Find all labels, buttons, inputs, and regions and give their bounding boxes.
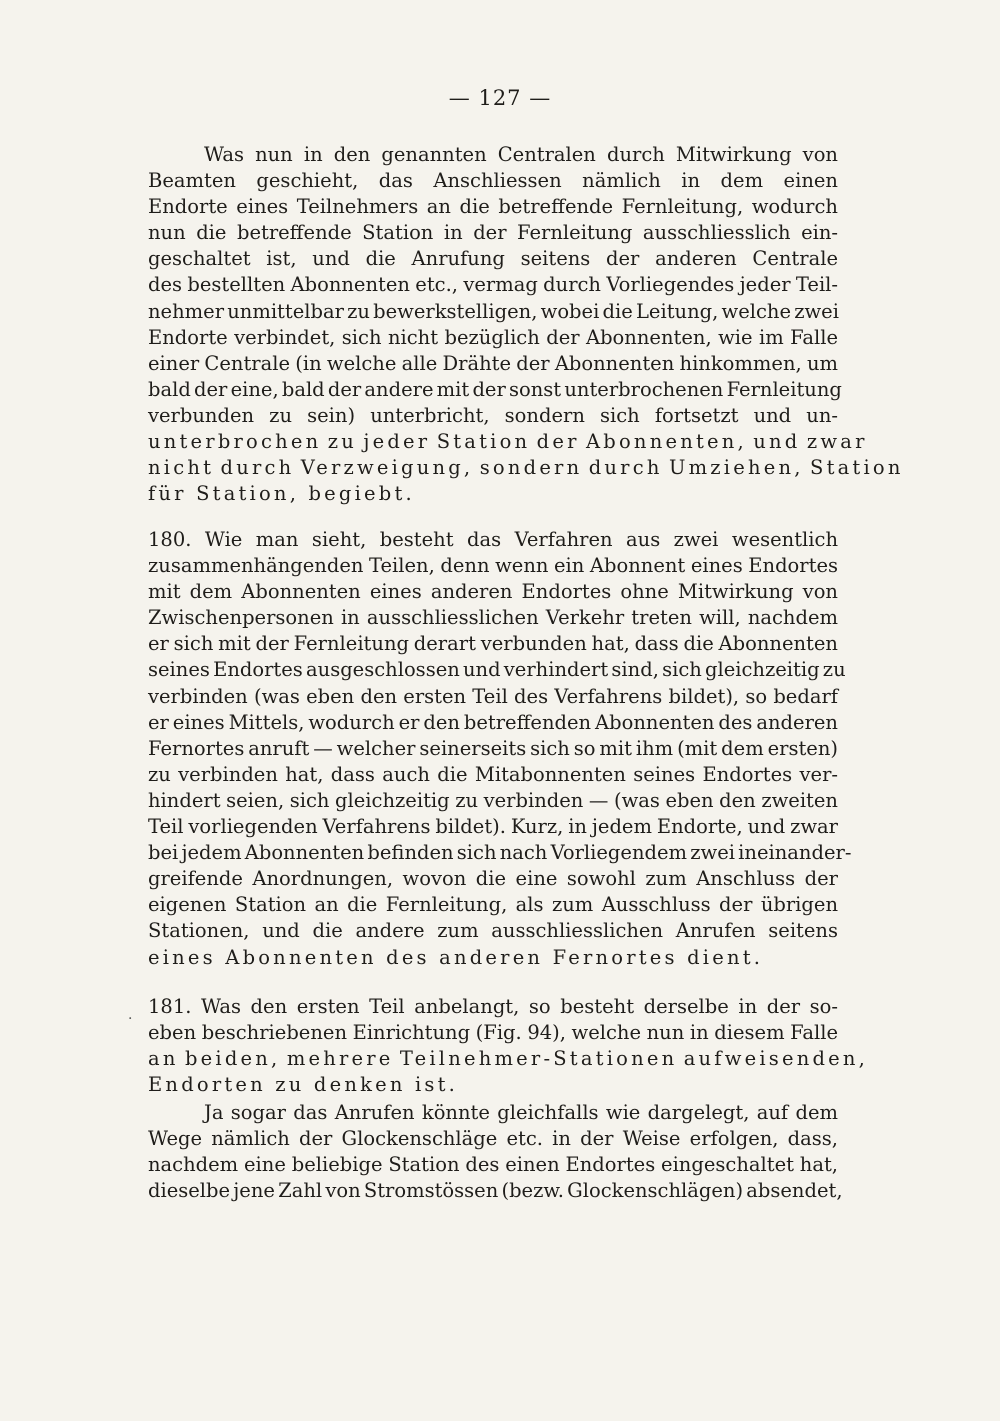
paragraph-180 xyxy=(148,527,852,971)
text-line: Fernortes anruft — welcher seinerseits sich so mit ihm (mit dem ersten) xyxy=(148,736,838,760)
text-line: Was nun in den genannten Centralen durch Mitwirkung von xyxy=(204,143,838,166)
text-line: mit dem Abonnenten eines anderen Endortes ohne Mitwirkung von xyxy=(148,580,838,604)
text-line: nun die betreffende Station in der Fernleitung ausschliesslich ein- xyxy=(148,221,838,245)
text-line: des bestellten Abonnenten etc., vermag durch Vorliegendes jeder Teil- xyxy=(148,273,838,297)
text-line: Endorte eines Teilnehmers an die betreffende Fernleitung, wodurch xyxy=(148,195,838,219)
paragraph-181 xyxy=(148,994,869,1098)
paragraph-1 xyxy=(148,142,904,507)
text-line: bei jedem Abonnenten befinden sich nach Vorliegendem zwei ineinander- xyxy=(148,841,852,865)
text-line: nehmer unmittelbar zu bewerkstelligen, wobei die Leitung, welche zwei xyxy=(148,299,839,323)
text-line: Wege nämlich der Glockenschläge etc. in der Weise erfolgen, dass, xyxy=(148,1127,838,1151)
text-line: Beamten geschieht, das Anschliessen nämlich in dem einen xyxy=(148,169,838,193)
text-line: er eines Mittels, wodurch er den betreffenden Abonnenten des anderen xyxy=(148,710,838,734)
text-line: Zwischenpersonen in ausschliesslichen Verkehr treten will, nachdem xyxy=(148,606,838,630)
text-line: zu verbinden hat, dass auch die Mitabonnenten seines Endortes ver- xyxy=(148,762,838,786)
text-line: er sich mit der Fernleitung derart verbunden hat, dass die Abonnenten xyxy=(148,632,838,656)
text-line: Ja sogar das Anrufen könnte gleichfalls wie dargelegt, auf dem xyxy=(204,1101,838,1124)
page-number: — 127 — xyxy=(448,86,552,110)
text-line: nachdem eine beliebige Station des einen Endortes eingeschaltet hat, xyxy=(148,1153,838,1177)
text-line: nicht durch Verzweigung, sondern durch Umziehen, Station xyxy=(148,456,904,480)
text-line: hindert seien, sich gleichzeitig zu verbinden — (was eben den zweiten xyxy=(148,788,838,812)
text-line: dieselbe jene Zahl von Stromstössen (bezw. Glockenschlägen) absendet, xyxy=(148,1179,843,1203)
text-line: an beiden, mehrere Teilnehmer-Stationen aufweisenden, xyxy=(148,1047,869,1071)
text-line: verbinden (was eben den ersten Teil des Verfahrens bildet), so bedarf xyxy=(148,684,838,708)
text-line: zusammenhängenden Teilen, denn wenn ein Abonnent eines Endortes xyxy=(148,554,838,578)
text-line: eben beschriebenen Einrichtung (Fig. 94), welche nun in diesem Falle xyxy=(148,1021,838,1045)
text-line: einer Centrale (in welche alle Drähte der Abonnenten hinkommen, um xyxy=(148,351,838,375)
text-line: unterbrochen zu jeder Station der Abonnenten, und zwar xyxy=(148,430,868,454)
text-line: bald der eine, bald der andere mit der sonst unterbrochenen Fernleitung xyxy=(148,377,842,401)
paragraph-continuation xyxy=(148,1100,843,1204)
text-line: Endorte verbindet, sich nicht bezüglich der Abonnenten, wie im Falle xyxy=(148,325,838,349)
text-line: Endorten zu denken ist. xyxy=(148,1073,459,1097)
text-line: eines Abonnenten des anderen Fernortes dient. xyxy=(148,945,764,969)
text-line: verbunden zu sein) unterbricht, sondern sich fortsetzt und un- xyxy=(148,403,838,427)
text-line: 180. Wie man sieht, besteht das Verfahren aus zwei wesentlich xyxy=(148,528,838,551)
margin-dot: · xyxy=(128,1011,133,1027)
text-line: Teil vorliegenden Verfahrens bildet). Kurz, in jedem Endorte, und zwar xyxy=(148,815,838,839)
text-line: 181. Was den ersten Teil anbelangt, so besteht derselbe in der so- xyxy=(148,995,838,1018)
text-line: greifende Anordnungen, wovon die eine sowohl zum Anschluss der xyxy=(148,867,838,891)
text-line: Stationen, und die andere zum ausschliesslichen Anrufen seitens xyxy=(148,919,838,943)
text-line: geschaltet ist, und die Anrufung seitens der anderen Centrale xyxy=(148,247,838,271)
text-line: seines Endortes ausgeschlossen und verhindert sind, sich gleichzeitig zu xyxy=(148,658,846,682)
text-line: für Station, begiebt. xyxy=(148,482,415,506)
text-line: eigenen Station an die Fernleitung, als zum Ausschluss der übrigen xyxy=(148,893,838,917)
